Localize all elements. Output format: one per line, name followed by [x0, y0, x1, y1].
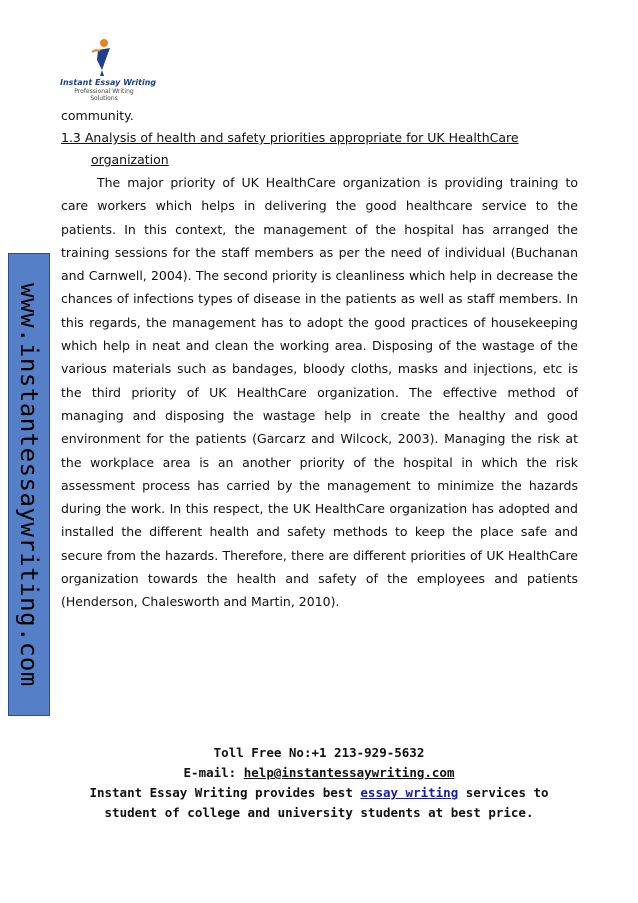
footer-email-line	[0, 763, 638, 783]
lead-text: community.	[61, 108, 134, 123]
website-url-vertical: www.instantessaywriting.com	[15, 282, 43, 687]
section-heading-line1: 1.3 Analysis of health and safety priorities appropriate for UK HealthCare	[61, 130, 519, 145]
pen-nib-person-icon	[80, 38, 124, 78]
footer-email-label: E-mail:	[183, 765, 244, 780]
footer-tagline: student of college and university students at best price.	[104, 805, 534, 820]
document-body	[61, 105, 578, 614]
footer-services-line	[0, 783, 638, 803]
footer-services-pre: Instant Essay Writing provides best	[89, 785, 361, 800]
body-paragraph: The major priority of UK HealthCare organization is providing training to care workers which helps in delivering the good healthcare service to the patients. In this context, the management of the hospital has arranged the training sessions for the staff members as per the need of individual (Buchanan and Carnwell, 2004). The second priority is cleanliness which help in decrease the chances of infections types of disease in the patients as well as staff members. In this regards, the management has to adopt the good practices of housekeeping which help in neat and clean the working area. Disposing of the wastage of the various materials such as bandages, bloody cloths, masks and injections, etc is the third priority of UK HealthCare organization. The effective method of managing and disposing the wastage help in create the healthy and good environment for the patients (Garcarz and Wilcock, 2003). Managing the risk at the workplace area is an another priority of the hospital in which the risk assessment process has carried by the management to minimize the hazards during the work. In this respect, the UK HealthCare organization has adopted and installed the different health and safety methods to keep the place safe and secure from the hazards. Therefore, there are different priorities of UK HealthCare organization towards the health and safety of the employees and patients (Henderson, Chalesworth and Martin, 2010).	[61, 175, 578, 610]
section-heading	[61, 127, 578, 171]
section-heading-line2: organization	[91, 152, 169, 167]
logo-subtitle	[60, 88, 148, 102]
footer	[0, 743, 638, 823]
essay-writing-link[interactable]: essay writing	[360, 785, 459, 800]
footer-tollfree: Toll Free No:+1 213-929-5632	[213, 745, 425, 760]
logo-subtitle-line2: Solutions	[90, 95, 118, 102]
footer-email-link[interactable]: help@instantessaywriting.com	[243, 765, 455, 780]
footer-services-post: services to	[458, 785, 549, 800]
logo-title: Instant Essay Writing	[60, 78, 157, 87]
company-logo	[58, 38, 157, 104]
logo-subtitle-line1: Professional Writing	[74, 88, 134, 95]
website-sidebar-banner	[8, 253, 50, 716]
